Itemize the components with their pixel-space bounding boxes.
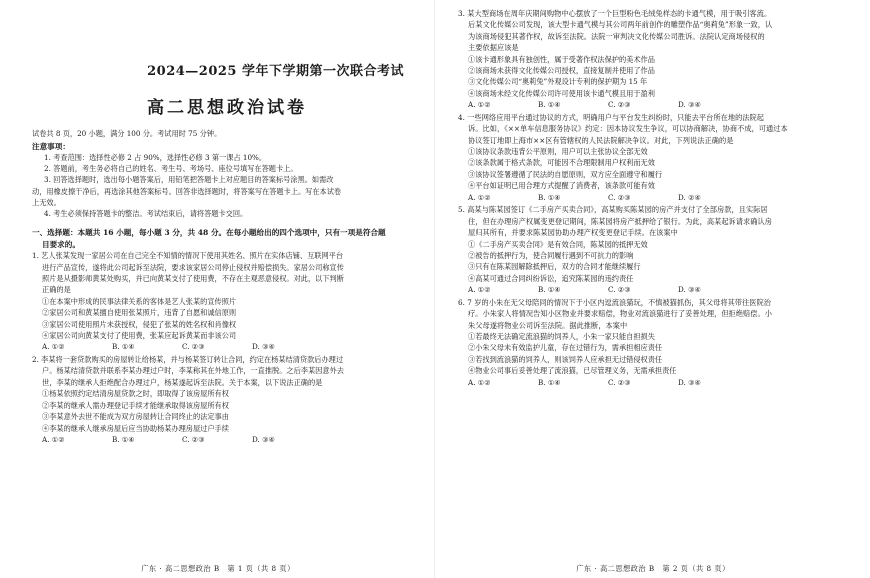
option-line: ②该条款属于格式条款，可能因不合理限制用户权利而无效 [468, 158, 655, 168]
question-2 [32, 354, 422, 445]
answer-choices [458, 377, 858, 389]
note-line: 1. 考查范围：选择性必修 2 占 90%，选择性必修 3 第一课占 10%。 [44, 153, 267, 162]
choice-b: B. ①④ [538, 377, 561, 387]
notes-list [32, 152, 422, 219]
question-stem-line: 5. 高某与陈某园签订《二手房产买卖合同》，高某购买陈某园的房产并支付了全部房款，且实际居 [458, 205, 768, 215]
option-line: ③家居公司使用照片未获授权，侵犯了张某的姓名权和肖像权 [42, 319, 237, 329]
question-stem-line: 主要依据应该是 [468, 43, 519, 53]
choice-c: C. ②③ [182, 342, 205, 352]
question-stem-line: 1. 艺人张某发现一家居公司在自己完全不知情的情况下使用其姓名、照片在实体店铺、互联网平台 [32, 251, 344, 261]
question-stem-line: 2. 李某将一套贷款购买的房屋转让给杨某，并与杨某签订转让合同，约定在杨某结清贷款后办理过 [32, 355, 344, 365]
question-stem-line: 世，李某的继承人拒绝配合办理过户，杨某遂起诉至法院。关于本案，以下说法正确的是 [42, 377, 323, 387]
option-line: ④该商场未经文化传媒公司许可使用该卡通气模且用于盈利 [468, 88, 655, 98]
choice-c: C. ②③ [182, 434, 205, 444]
option-line: ①《二手房产买卖合同》是有效合同，陈某园的抵押无效 [468, 239, 648, 249]
question-stem-line: 正确的是 [42, 285, 71, 295]
note-line: 2. 答题前，考生务必将自己的姓名、考生号、考场号、座位号填写在答题卡上。 [44, 164, 298, 174]
answer-choices [32, 434, 422, 446]
page-2 [436, 0, 870, 578]
answer-choices [458, 284, 858, 296]
option-line: ②家居公司和黄某擅自使用张某照片，违背了自愿和诚信原则 [42, 308, 237, 318]
option-line: ①该协议条款违背公平原则，用户可以主张协议全部无效 [468, 147, 648, 157]
answer-choices [32, 341, 422, 353]
choice-d: D. ③④ [678, 377, 701, 387]
question-stem-line: 户。杨某结清贷款并联系李某办理过户时，李某称其在外地工作，一直推脱。之后李某因意外去 [42, 366, 344, 376]
note-line: 动，用橡皮擦干净后，再选涂其他答案标号。回答非选择题时，将答案写在答题卡上。写在本试卷 [32, 186, 342, 196]
option-line: ③只有在陈某园解除抵押后，双方的合同才能继续履行 [468, 262, 641, 272]
choice-b: B. ①④ [112, 342, 135, 352]
question-stem-line: 4. 一些网络应用平台通过协议的方式，明确用户与平台发生纠纷时，只能去平台所在地的法院起 [458, 112, 765, 122]
question-stem-line: 后某文化传媒公司发现，该大型卡通气模与其公司两年前创作的雕塑作品“奥莉兔”形象一致，认 [468, 20, 773, 30]
choice-a: A. ①② [468, 100, 491, 110]
option-line: ④高某可通过合同纠纷诉讼，追究陈某园的违约责任 [468, 273, 634, 283]
subject-title: 高二思想政治试卷 [147, 98, 307, 118]
section-heading-line: 一、选择题：本题共 16 小题，每小题 3 分，共 48 分。在每小题给出的四个选项中，只有一项是符合题 [32, 228, 386, 238]
option-line: ④物业公司事后妥善处理了流浪猫，已尽管理义务，无需承担责任 [468, 366, 677, 376]
option-line: ④平台如证明已用合理方式提醒了消费者，该条款可能有效 [468, 181, 655, 191]
section-heading-line: 目要求的。 [42, 239, 80, 249]
exam-title: 2024—2025 学年下学期第一次联合考试 [147, 64, 404, 79]
question-stem-line: 为该商场侵犯其著作权，故诉至法院。法院一审判决文化传媒公司胜诉。法院认定商场侵权的 [468, 31, 765, 41]
choice-c: C. ②③ [608, 100, 631, 110]
question-stem-line: 6. 7 岁的小朱在无父母陪同的情况下于小区内逗流浪猫玩，不慎被猫抓伤，其父母将其带往医院治 [458, 297, 771, 307]
option-line: ①杨某依照约定结清房屋贷款之时，即取得了该房屋所有权 [42, 389, 229, 399]
choice-c: C. ②③ [608, 377, 631, 387]
question-stem-line: 协议签订地即上海市××区有管辖权的人民法院解决争议。对此，下列说法正确的是 [468, 135, 734, 145]
option-line: ②被告的抵押行为，使合同履行遇到不可抗力的影响 [468, 250, 634, 260]
choice-a: A. ①② [42, 434, 65, 444]
choice-d: D. ③④ [252, 434, 275, 444]
question-1 [32, 250, 422, 353]
question-stem-line: 朱父母遂将物业公司诉至法院。据此推断，本案中 [468, 320, 628, 330]
choice-b: B. ①④ [112, 434, 135, 444]
choice-d: D. ③④ [678, 100, 701, 110]
option-line: ①该卡通形象具有独创性，属于受著作权法保护的美术作品 [468, 54, 655, 64]
question-stem-line: 疗。小朱家人将情况告知小区物业并要求赔偿，物业对流浪猫进行了妥善处理，但拒绝赔偿。小 [468, 309, 772, 319]
option-line: ③该协议签署遵循了民法的自愿原则，双方应全面遵守和履行 [468, 169, 663, 179]
choice-b: B. ①④ [538, 100, 561, 110]
option-line: ①若最终无法确定流浪猫的饲养人，小朱一家只能自担损失 [468, 331, 655, 341]
choice-c: C. ②③ [608, 285, 631, 295]
question-stem-line: 照片是从摄影师黄某处购买，并已向黄某支付了使用费，不存在主观恶意侵权。对此，以下判断 [42, 274, 344, 284]
choice-b: B. ①④ [538, 285, 561, 295]
choice-a: A. ①② [468, 285, 491, 295]
question-6 [458, 297, 858, 388]
option-line: ②小朱父母未有效监护儿童，存在过错行为，需承担相应责任 [468, 343, 663, 353]
question-4 [458, 112, 858, 203]
choice-c: C. ②③ [608, 192, 631, 202]
option-line: ①在本案中形成的民事法律关系的客体是艺人张某的宣传照片 [42, 296, 237, 306]
question-stem-line: 进行产品宣传，遂将此公司起诉至法院，要求该家居公司停止侵权并赔偿损失。家居公司称宣传 [42, 262, 344, 272]
question-5 [458, 204, 858, 295]
choice-d: D. ③④ [252, 342, 275, 352]
section-heading [32, 227, 422, 250]
choice-a: A. ①② [42, 342, 65, 352]
question-3 [458, 8, 858, 111]
choice-b: B. ①④ [538, 192, 561, 202]
choice-a: A. ①② [468, 377, 491, 387]
exam-info: 试卷共 8 页，20 小题，满分 100 分。考试用时 75 分钟。 [32, 129, 222, 138]
option-line: ②该商场未获得文化传媒公司授权，直接复制并使用了作品 [468, 66, 655, 76]
note-line: 3. 回答选择题时，选出每小题答案后，用铅笔把答题卡上对应题目的答案标号涂黑。如需改 [44, 175, 334, 185]
question-stem-line: 屋归其所有，并要求陈某园协助办理产权变更登记手续。在该案中 [468, 228, 678, 238]
option-line: ④李某的继承人继承房屋后应当协助杨某办理房屋过户手续 [42, 423, 229, 433]
page-footer: 广东 · 高二思想政治 B 第 1 页（共 8 页） [141, 564, 295, 573]
option-line: ③文化传媒公司“奥莉兔”外观设计专利的保护期为 15 年 [468, 77, 648, 87]
choice-d: D. ②④ [678, 192, 701, 202]
note-line: 4. 考生必须保持答题卡的整洁。考试结束后，请将答题卡交回。 [44, 209, 248, 219]
question-stem-line: 住，但在办理房产权属变更登记期间，陈某园将房产抵押给了银行。为此，高某起诉请求确认房 [468, 216, 772, 226]
option-line: ③李某意外去世不能成为双方房屋转让合同终止的法定事由 [42, 412, 229, 422]
answer-choices [458, 99, 858, 111]
notes-heading: 注意事项： [32, 142, 70, 151]
question-stem-line: 诉。比如，《××单车信息服务协议》约定：因本协议发生争议，可以协商解决，协商不成，可通过本 [468, 124, 788, 134]
note-line: 上无效。 [32, 197, 61, 207]
option-line: ③若找到流浪猫的饲养人，则该饲养人应承担无过错侵权责任 [468, 354, 663, 364]
answer-choices [458, 192, 858, 204]
choice-a: A. ①② [468, 192, 491, 202]
option-line: ④家居公司向黄某支付了使用费，张某应起诉黄某而非该公司 [42, 331, 237, 341]
page-footer: 广东 · 高二思想政治 B 第 2 页（共 8 页） [576, 564, 730, 573]
choice-d: D. ③④ [678, 285, 701, 295]
option-line: ②李某的继承人需办理登记手续才能继承取得该房屋所有权 [42, 400, 229, 410]
question-stem-line: 3. 某大型商场在周年庆期间购物中心摆放了一个巨型粉色毛绒兔样态的卡通气模，用于吸引客流。 [458, 9, 772, 18]
